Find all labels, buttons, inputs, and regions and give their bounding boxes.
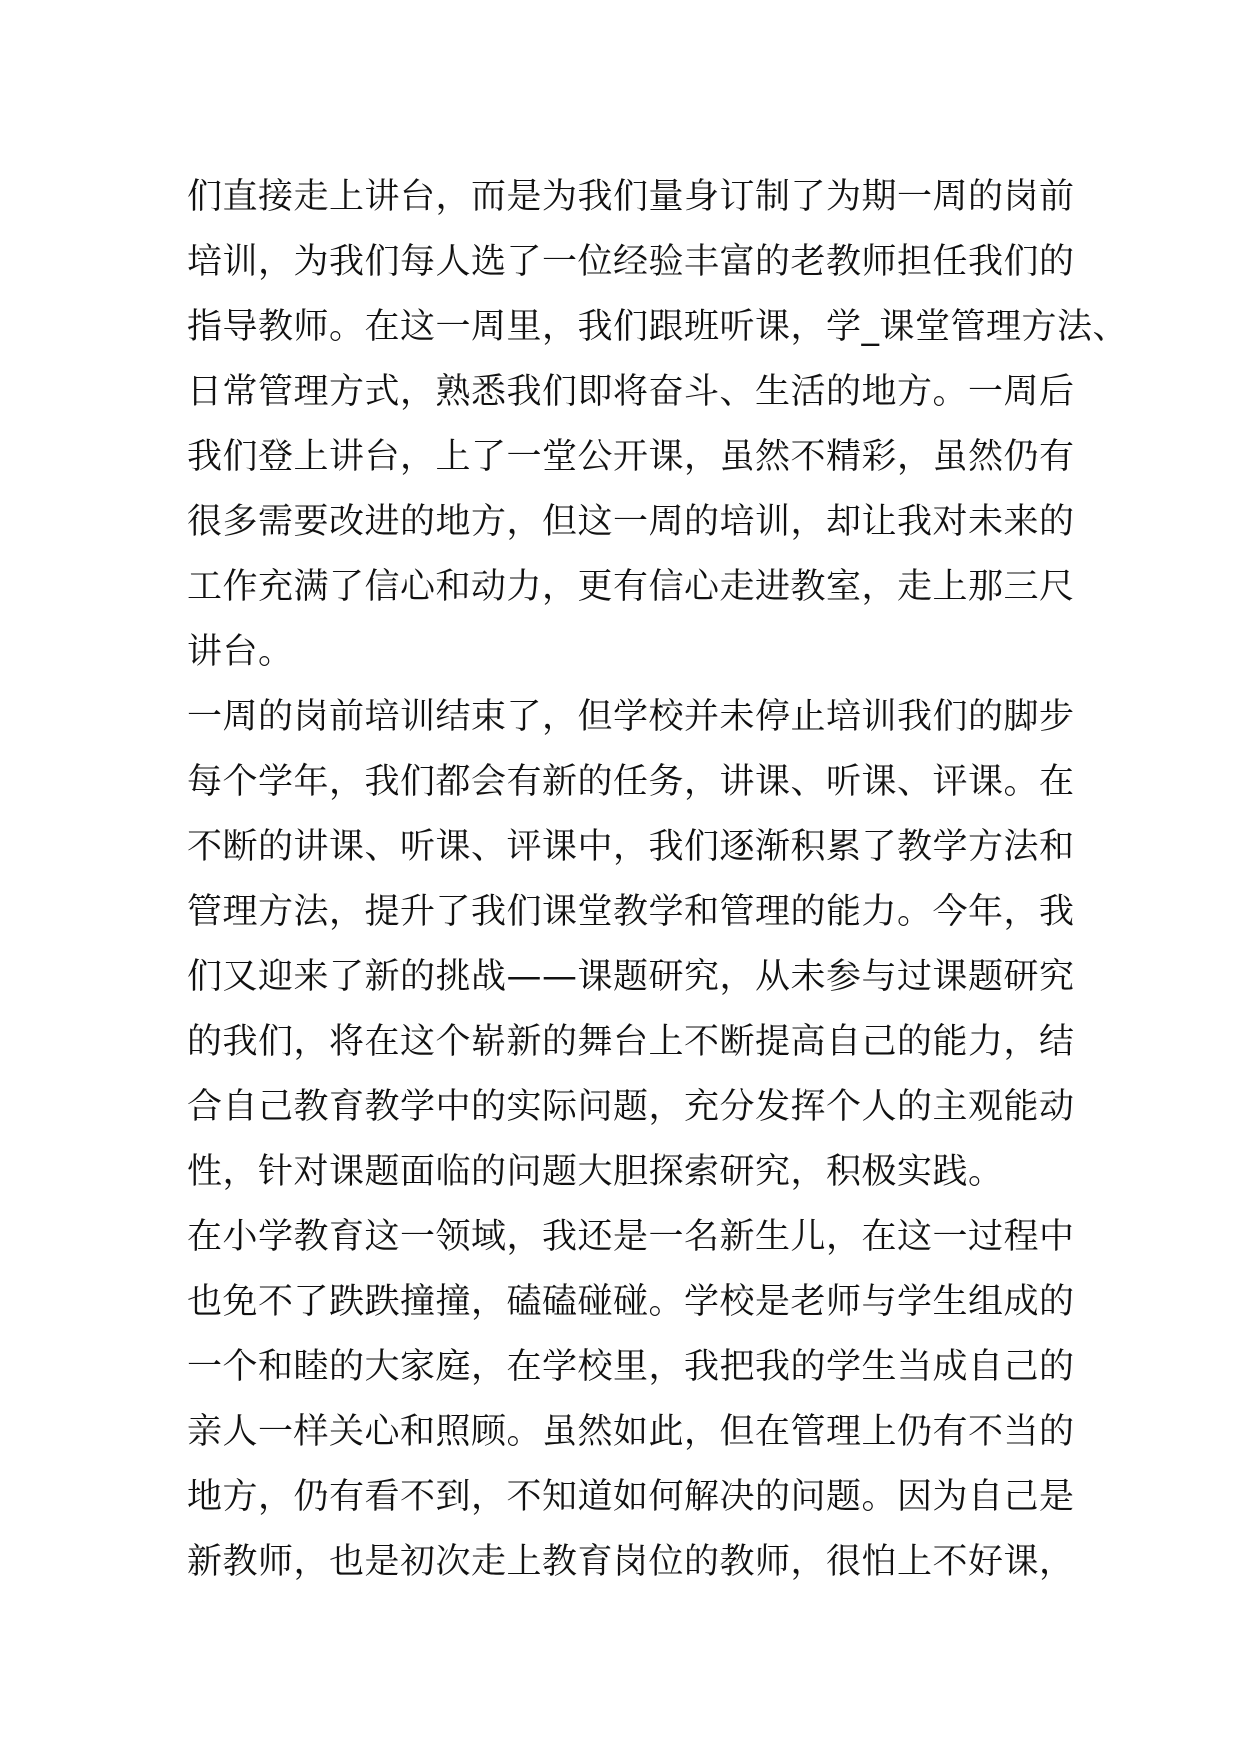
- text-line: 们直接走上讲台，而是为我们量身订制了为期一周的岗前: [187, 177, 1075, 217]
- text-line: 也免不了跌跌撞撞，磕磕碰碰。学校是老师与学生组成的: [187, 1282, 1075, 1322]
- text-line: 日常管理方式，熟悉我们即将奋斗、生活的地方。一周后: [187, 372, 1075, 412]
- text-line: 讲台。: [187, 632, 294, 672]
- text-line: 指导教师。在这一周里，我们跟班听课，学_课堂管理方法、: [187, 307, 1129, 347]
- body-text: [187, 165, 1129, 1595]
- text-line: 管理方法，提升了我们课堂教学和管理的能力。今年，我: [187, 892, 1075, 932]
- text-line: 在小学教育这一领域，我还是一名新生儿，在这一过程中: [187, 1217, 1075, 1257]
- text-line: 新教师，也是初次走上教育岗位的教师，很怕上不好课，: [187, 1542, 1075, 1582]
- text-line: 每个学年，我们都会有新的任务，讲课、听课、评课。在: [187, 762, 1075, 802]
- text-line: 的我们，将在这个崭新的舞台上不断提高自己的能力，结: [187, 1022, 1075, 1062]
- text-line: 很多需要改进的地方，但这一周的培训，却让我对未来的: [187, 502, 1075, 542]
- text-line: 我们登上讲台，上了一堂公开课，虽然不精彩，虽然仍有: [187, 437, 1075, 477]
- text-line: 培训，为我们每人选了一位经验丰富的老教师担任我们的: [187, 242, 1075, 282]
- text-line: 一周的岗前培训结束了，但学校并未停止培训我们的脚步: [187, 697, 1075, 737]
- text-line: 不断的讲课、听课、评课中，我们逐渐积累了教学方法和: [187, 827, 1075, 867]
- text-line: 性，针对课题面临的问题大胆探索研究，积极实践。: [187, 1152, 1004, 1192]
- text-line: 亲人一样关心和照顾。虽然如此，但在管理上仍有不当的: [187, 1412, 1075, 1452]
- text-line: 合自己教育教学中的实际问题，充分发挥个人的主观能动: [187, 1087, 1075, 1127]
- text-line: 工作充满了信心和动力，更有信心走进教室，走上那三尺: [187, 567, 1075, 607]
- text-line: 们又迎来了新的挑战——课题研究，从未参与过课题研究: [187, 957, 1075, 997]
- text-line: 一个和睦的大家庭，在学校里，我把我的学生当成自己的: [187, 1347, 1075, 1387]
- text-line: 地方，仍有看不到，不知道如何解决的问题。因为自己是: [187, 1477, 1075, 1517]
